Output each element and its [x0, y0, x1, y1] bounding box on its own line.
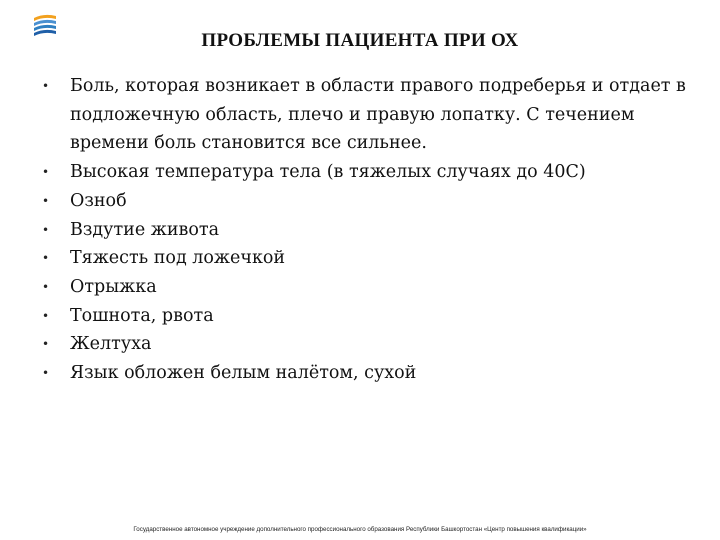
list-item: • Желтуха	[40, 330, 690, 359]
list-item: • Тошнота, рвота	[40, 302, 690, 331]
bullet-icon: •	[42, 79, 50, 93]
bullet-icon: •	[42, 366, 50, 381]
list-item: • Высокая температура тела (в тяжелых случаях до 40С)	[40, 158, 690, 187]
list-item: • Отрыжка	[40, 273, 690, 302]
list-item: • Озноб	[40, 187, 690, 216]
bullet-icon: •	[42, 279, 50, 294]
bullet-icon: •	[42, 165, 50, 180]
bullet-icon: •	[42, 337, 50, 352]
list-item: • Язык обложен белым налётом, сухой	[40, 359, 690, 388]
page-title: ПРОБЛЕМЫ ПАЦИЕНТА ПРИ ОХ	[201, 30, 519, 51]
bullet-icon: •	[42, 193, 50, 208]
list-item: • Тяжесть под ложечкой	[40, 244, 690, 273]
list-item: • Боль, которая возникает в области правого подреберья и отдает в подложечную область, плечо и правую лопатку. С течением времени боль становится все сильнее.	[40, 72, 690, 158]
bullet-icon: •	[42, 251, 50, 266]
footer-text: Государственное автономное учреждение дополнительного профессионального образования Республики Башкортостан «Центр повышения квалификации»	[133, 526, 587, 533]
list-item: • Вздутие живота	[40, 216, 690, 245]
symptom-list	[40, 72, 690, 388]
bullet-icon: •	[42, 222, 50, 237]
bullet-icon: •	[42, 308, 50, 323]
